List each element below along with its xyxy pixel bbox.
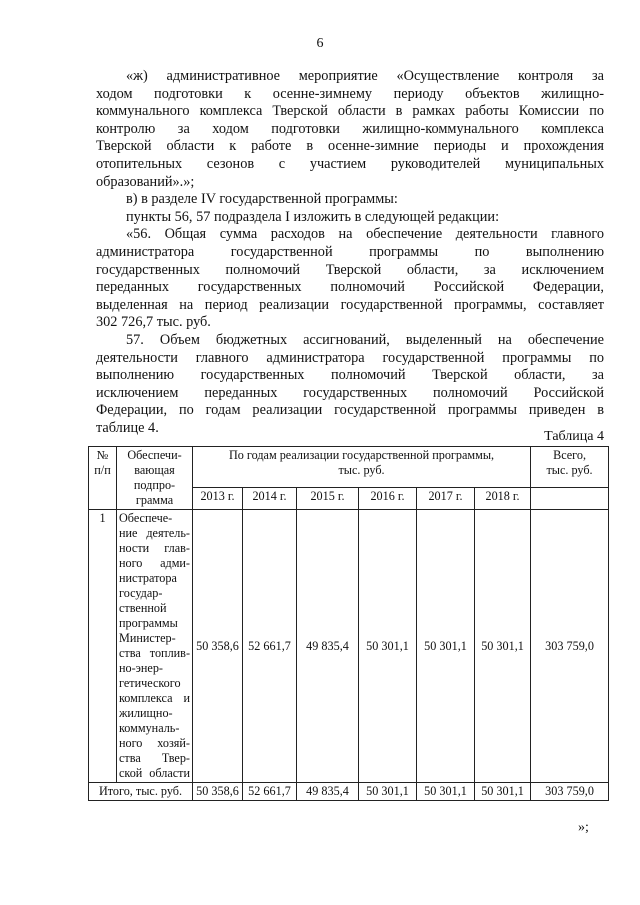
- row-total: 303 759,0: [531, 510, 609, 783]
- footer-value-2018: 50 301,1: [475, 783, 531, 801]
- row-subprogram-name: Обеспече- ние деятель- ности глав- ного адми- нистратора государ- ственной программы Министер- ства топлив- но-энер- гетического комплекса и жилищно- коммуналь- ного хозяй- ства Твер- ской области: [117, 510, 193, 783]
- text-line: коммунального комплекса Тверской области в рамках работы Комиссии по: [96, 103, 604, 120]
- header-total-blank: [531, 487, 609, 509]
- row-value-2015: 49 835,4: [297, 510, 359, 783]
- header-year: 2017 г.: [417, 487, 475, 509]
- table-caption: Таблица 4: [544, 429, 604, 444]
- header-year: 2016 г.: [359, 487, 417, 509]
- text-line: Тверской области к работе в осенне-зимние периоды и прохождения: [96, 138, 604, 155]
- footer-value-2014: 52 661,7: [243, 783, 297, 801]
- header-year: 2013 г.: [193, 487, 243, 509]
- text-line: контролю за ходом подготовки жилищно-коммунального комплекса: [96, 120, 604, 137]
- table-header-row: [89, 447, 609, 488]
- footer-label: Итого, тыс. руб.: [89, 783, 193, 801]
- row-value-2014: 52 661,7: [243, 510, 297, 783]
- text-line: таблице 4.: [96, 419, 159, 436]
- footer-value-2013: 50 358,6: [193, 783, 243, 801]
- header-year: 2018 г.: [475, 487, 531, 509]
- header-subprogram: Обеспечи- вающая подпро- грамма: [117, 447, 193, 510]
- text-line: 302 726,7 тыс. руб.: [96, 314, 211, 331]
- header-total: Всего, тыс. руб.: [531, 447, 609, 488]
- text-line: администратора государственной программы по выполнению: [96, 243, 604, 260]
- header-year: 2014 г.: [243, 487, 297, 509]
- text-line: 57. Объем бюджетных ассигнований, выделенный на обеспечение: [126, 331, 604, 348]
- row-value-2018: 50 301,1: [475, 510, 531, 783]
- text-line: «56. Общая сумма расходов на обеспечение деятельности главного: [126, 226, 604, 243]
- row-value-2017: 50 301,1: [417, 510, 475, 783]
- paragraph-points: пункты 56, 57 подраздела I изложить в следующей редакции:: [126, 208, 500, 225]
- text-line: исключением переданных государственных полномочий Российской: [96, 384, 604, 401]
- text-line: государственных полномочий Тверской области, за исключением: [96, 261, 604, 278]
- row-number: 1: [89, 510, 117, 783]
- table-row: [89, 510, 609, 783]
- footer-total: 303 759,0: [531, 783, 609, 801]
- text-line: Федерации, по годам реализации государственной программы приведен в: [96, 402, 604, 419]
- text-line: выполнению государственных полномочий Тверской области, за: [96, 367, 604, 384]
- budget-table: [88, 446, 609, 801]
- header-year: 2015 г.: [297, 487, 359, 509]
- text-line: «ж) административное мероприятие «Осуществление контроля за: [126, 68, 604, 84]
- page-number: 6: [316, 36, 324, 51]
- text-line: ходом подготовки к осенне-зимнему периоду объектов жилищно-: [96, 85, 604, 102]
- text-line: выделенная на период реализации государственной программы, составляет: [96, 296, 604, 313]
- closing-quote: »;: [578, 820, 589, 835]
- text-line: отопительных сезонов с участием руководителей муниципальных: [96, 155, 604, 172]
- table-footer-row: [89, 783, 609, 801]
- header-years-title: По годам реализации государственной программы, тыс. руб.: [193, 447, 531, 488]
- row-value-2016: 50 301,1: [359, 510, 417, 783]
- footer-value-2016: 50 301,1: [359, 783, 417, 801]
- footer-value-2015: 49 835,4: [297, 783, 359, 801]
- footer-value-2017: 50 301,1: [417, 783, 475, 801]
- paragraph-zh: [96, 68, 604, 437]
- header-number: № п/п: [89, 447, 117, 510]
- row-value-2013: 50 358,6: [193, 510, 243, 783]
- paragraph-v: в) в разделе IV государственной программы:: [126, 191, 398, 208]
- text-line: деятельности главного администратора государственной программы по: [96, 349, 604, 366]
- text-line: образований».»;: [96, 173, 195, 190]
- text-line: переданных государственных полномочий Российской Федерации,: [96, 279, 604, 296]
